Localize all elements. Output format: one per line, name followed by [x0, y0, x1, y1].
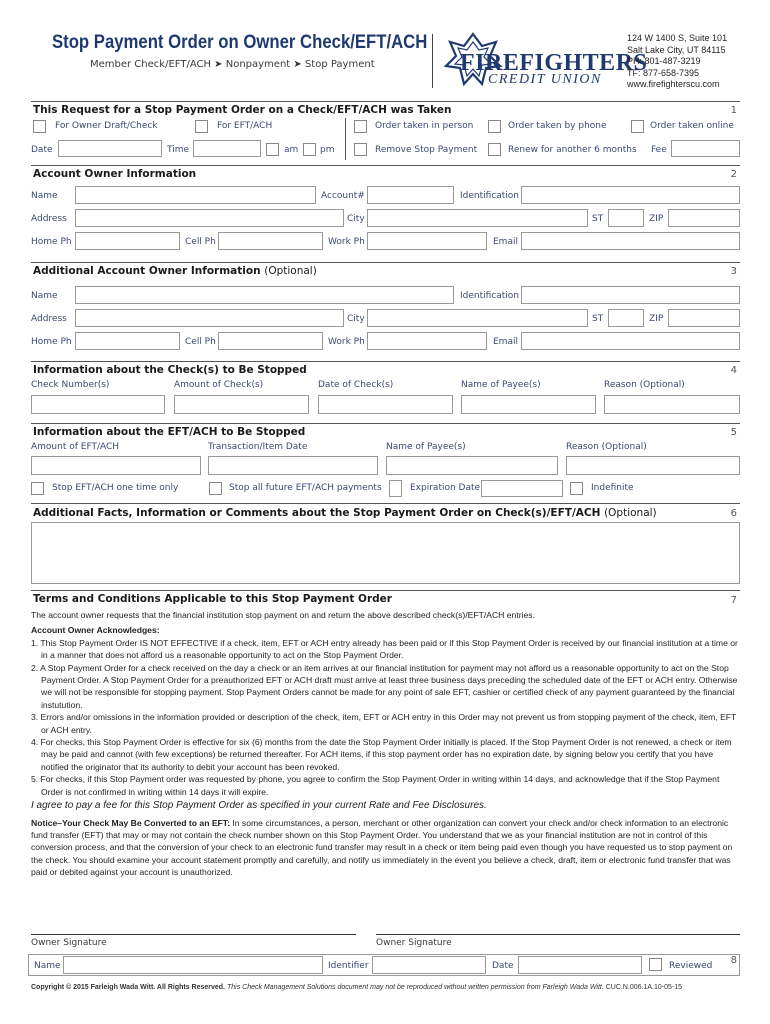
expiration-marker: [389, 480, 402, 497]
section-3-title: [33, 265, 317, 277]
owner-signature-label: Owner Signature: [31, 938, 107, 948]
time-label: Time: [167, 145, 190, 155]
state-input[interactable]: [608, 209, 644, 227]
additional-city-input[interactable]: [367, 309, 588, 327]
zip-label: ZIP: [649, 314, 664, 324]
remove-stop-label: Remove Stop Payment: [375, 145, 478, 155]
section-rule: [31, 590, 740, 591]
fee-input[interactable]: [671, 140, 740, 157]
pm-label: pm: [320, 145, 335, 155]
city-label: City: [347, 214, 365, 224]
by-phone-label: Order taken by phone: [508, 121, 607, 131]
comments-textarea[interactable]: [31, 522, 740, 584]
owner-draft-checkbox[interactable]: [33, 120, 46, 133]
date-label: Date: [31, 145, 53, 155]
check-amount-label: Amount of Check(s): [174, 380, 264, 390]
notice-label: Notice–Your Check May Be Converted to an EFT:: [31, 817, 230, 828]
term-item: 1. This Stop Payment Order IS NOT EFFECTIVE if a check, item, EFT or ACH entry already has been paid or if this Stop Payment Order is received by our financial institution at a time or in a manner that does not afford us a reasonable opportunity to act on the Stop Payment Order.: [31, 637, 738, 661]
check-number-input[interactable]: [31, 395, 165, 414]
signature-line[interactable]: [31, 934, 356, 935]
reviewed-checkbox[interactable]: [649, 958, 662, 971]
cell-phone-label: Cell Ph: [185, 237, 216, 247]
section-5-title: Information about the EFT/ACH to Be Stopped: [33, 426, 306, 438]
eft-payee-input[interactable]: [386, 456, 558, 475]
additional-address-input[interactable]: [75, 309, 344, 327]
term-item: 4. For checks, this Stop Payment Order is effective for six (6) months from the date the Stop Payment Order initially is placed. If the Stop Payment Order is not renewed, a check or item may be paid and cannot (with few exceptions) be returned thereafter. For ACH items, if this stop payment order has no expiration date, by signing below you certify that you have notified the originator that its authority to debit your account has been revoked.: [31, 737, 732, 772]
email-input[interactable]: [521, 232, 740, 250]
identification-label: Identification: [460, 191, 520, 201]
section-number: 3: [730, 266, 737, 277]
toll-free: TF: 877-658-7395: [627, 67, 700, 78]
indefinite-checkbox[interactable]: [570, 482, 583, 495]
form-code: CUC.N.006.1A.10-05-15: [605, 984, 683, 991]
zip-input[interactable]: [668, 209, 740, 227]
check-payee-input[interactable]: [461, 395, 596, 414]
home-phone-label: Home Ph: [31, 237, 72, 247]
section-7-title: Terms and Conditions Applicable to this Stop Payment Order: [33, 593, 392, 605]
terms-intro: The account owner requests that the financial institution stop payment on and return the above described check(s)/EFT/ACH entries.: [31, 610, 535, 620]
header-divider: [432, 34, 433, 88]
all-future-label: Stop all future EFT/ACH payments: [229, 483, 382, 493]
section-number: 4: [730, 365, 737, 376]
account-label: Account#: [321, 191, 365, 201]
check-number-label: Check Number(s): [31, 380, 110, 390]
email-label: Email: [493, 337, 518, 347]
signature-line[interactable]: [376, 934, 740, 935]
date-input[interactable]: [58, 140, 162, 157]
optional-note: (Optional): [604, 507, 657, 519]
staff-date-input[interactable]: [518, 956, 642, 974]
one-time-label: Stop EFT/ACH one time only: [52, 483, 179, 493]
website-link[interactable]: www.firefighterscu.com: [627, 79, 720, 89]
additional-email-input[interactable]: [521, 332, 740, 350]
identifier-input[interactable]: [372, 956, 486, 974]
work-phone-label: Work Ph: [328, 237, 365, 247]
acknowledges-heading: Account Owner Acknowledges:: [31, 625, 160, 636]
section-rule: [31, 165, 740, 166]
additional-state-input[interactable]: [608, 309, 644, 327]
section-rule: [31, 503, 740, 504]
check-reason-label: Reason (Optional): [604, 380, 685, 390]
section-rule: [31, 262, 740, 263]
page-title: Stop Payment Order on Owner Check/EFT/ACH: [52, 32, 428, 53]
eft-amount-input[interactable]: [31, 456, 201, 475]
fee-agreement: I agree to pay a fee for this Stop Payment Order as specified in your current Rate and Fee Disclosures.: [31, 800, 487, 812]
address-label: Address: [31, 314, 67, 324]
optional-note: (Optional): [264, 265, 317, 277]
identifier-label: Identifier: [328, 961, 369, 971]
section-2-title: Account Owner Information: [33, 168, 197, 180]
work-phone-input[interactable]: [367, 232, 487, 250]
by-phone-checkbox[interactable]: [488, 120, 501, 133]
address-label: Address: [31, 214, 67, 224]
section-6-title-text: Additional Facts, Information or Comments about the Stop Payment Order on Check(s)/EFT/ACH: [33, 507, 601, 519]
state-label: ST: [592, 314, 604, 324]
eft-amount-label: Amount of EFT/ACH: [31, 442, 120, 452]
pm-checkbox[interactable]: [303, 143, 316, 156]
name-label: Name: [34, 961, 61, 971]
section-1-title: This Request for a Stop Payment Order on a Check/EFT/ACH was Taken: [33, 104, 452, 116]
eft-payee-label: Name of Payee(s): [386, 442, 466, 452]
additional-work-phone-input[interactable]: [367, 332, 487, 350]
am-label: am: [284, 145, 299, 155]
home-phone-label: Home Ph: [31, 337, 72, 347]
section-rule: [31, 361, 740, 362]
additional-home-phone-input[interactable]: [75, 332, 180, 350]
additional-zip-input[interactable]: [668, 309, 740, 327]
conversion-notice: [31, 817, 741, 879]
check-amount-input[interactable]: [174, 395, 309, 414]
owner-name-input[interactable]: [75, 186, 316, 204]
owner-signature-label: Owner Signature: [376, 938, 452, 948]
city-input[interactable]: [367, 209, 588, 227]
logo-tagline: CREDIT UNION: [488, 72, 602, 87]
city-label: City: [347, 314, 365, 324]
renew-checkbox[interactable]: [488, 143, 501, 156]
work-phone-label: Work Ph: [328, 337, 365, 347]
online-label: Order taken online: [650, 121, 734, 131]
copyright: Copyright © 2015 Farleigh Wada Witt. All Rights Reserved.: [31, 984, 226, 991]
email-label: Email: [493, 237, 518, 247]
state-label: ST: [592, 214, 604, 224]
reviewed-label: Reviewed: [669, 961, 713, 971]
in-person-checkbox[interactable]: [354, 120, 367, 133]
date-label: Date: [492, 961, 514, 971]
check-date-input[interactable]: [318, 395, 453, 414]
eft-checkbox[interactable]: [195, 120, 208, 133]
section-number: 5: [730, 427, 737, 438]
one-time-checkbox[interactable]: [31, 482, 44, 495]
owner-draft-label: For Owner Draft/Check: [55, 121, 158, 131]
reproduction-notice: This Check Management Solutions document may not be reproduced without written permission from Farleigh Wada Witt.: [226, 984, 604, 991]
expiration-label: Expiration Date: [410, 483, 481, 493]
notice-text: In some circumstances, a person, merchant or other organization can convert your check and/or check information to an electronic fund transfer (EFT) that may or may not contain the check number shown on this Stop Payment Order. You understand that we as your financial institution are not in control of this conversion process, and that the conversion of your check to an electronic fund transfer may result in a check or item being paid even though you have requested us to stop payment on the check. You should examine your account statement promptly and carefully, and notify us immediately in the event you believe a check, draft, item or electronic fund transfer that was paid or debited against your account is unauthorized.: [31, 817, 733, 878]
renew-label: Renew for another 6 months: [508, 145, 637, 155]
section-number: 7: [730, 595, 737, 606]
additional-name-input[interactable]: [75, 286, 454, 304]
identification-label: Identification: [460, 291, 520, 301]
eft-date-label: Transaction/Item Date: [208, 442, 308, 452]
check-date-label: Date of Check(s): [318, 380, 394, 390]
address-input[interactable]: [75, 209, 344, 227]
in-person-label: Order taken in person: [375, 121, 474, 131]
address-line: 124 W 1400 S, Suite 101: [627, 33, 728, 43]
term-item: 5. For checks, if this Stop Payment order was requested by phone, you agree to confirm the Stop Payment Order in writing within 14 days, and acknowledge that if the Stop Payment Order is not confirmed in writing within 14 days it will expire.: [31, 774, 720, 797]
logo-wordmark: FIREFIGHTERS: [460, 50, 648, 76]
time-input[interactable]: [193, 140, 261, 157]
section-rule: [31, 101, 740, 102]
eft-reason-label: Reason (Optional): [566, 442, 647, 452]
section-6-title: [33, 507, 657, 519]
section-number: 8: [730, 955, 737, 966]
terms-body: [31, 609, 741, 879]
all-future-checkbox[interactable]: [209, 482, 222, 495]
name-label: Name: [31, 291, 58, 301]
section-number: 1: [730, 105, 737, 116]
section-rule: [31, 423, 740, 424]
home-phone-input[interactable]: [75, 232, 180, 250]
cell-phone-input[interactable]: [218, 232, 323, 250]
footer: [31, 984, 682, 991]
phone: PH: 801-487-3219: [627, 56, 701, 66]
section-number: 6: [730, 508, 737, 519]
address-line: Salt Lake City, UT 84115: [627, 44, 726, 55]
section-4-title: Information about the Check(s) to Be Stopped: [33, 364, 307, 376]
expiration-date-input[interactable]: [481, 480, 563, 497]
vertical-divider: [345, 118, 346, 160]
breadcrumb: Member Check/EFT/ACH ➤ Nonpayment ➤ Stop Payment: [90, 59, 375, 70]
term-item: 2. A Stop Payment Order for a check received on the day a check or an item arrives at our financial institution for payment may not afford us a reasonable opportunity to act on the Stop Payment Order. A Stop Payment Order for a preauthorized EFT or ACH draft must arrive at least three business days preceding the scheduled date of the EFT or ACH entry. Otherwise we will not be responsible for stopping payment. Stop Payment Orders cannot be made for any point of sale EFT, cashier or certified check of any payment guaranteed by the financial instutution.: [31, 662, 738, 710]
online-checkbox[interactable]: [631, 120, 644, 133]
name-label: Name: [31, 191, 58, 201]
section-3-title-text: Additional Account Owner Information: [33, 265, 261, 277]
indefinite-label: Indefinite: [591, 483, 634, 493]
remove-stop-checkbox[interactable]: [354, 143, 367, 156]
term-item: 3. Errors and/or omissions in the information provided or description of the check, item, EFT or ACH entry in this Order may not prevent us from stopping payment of the check, item, EFT or ACH entry.: [31, 712, 737, 735]
eft-date-input[interactable]: [208, 456, 378, 475]
additional-identification-input[interactable]: [521, 286, 740, 304]
account-input[interactable]: [367, 186, 454, 204]
additional-cell-phone-input[interactable]: [218, 332, 323, 350]
cell-phone-label: Cell Ph: [185, 337, 216, 347]
identification-input[interactable]: [521, 186, 740, 204]
check-payee-label: Name of Payee(s): [461, 380, 541, 390]
staff-name-input[interactable]: [63, 956, 323, 974]
contact-address: [627, 33, 727, 91]
section-number: 2: [730, 169, 737, 180]
am-checkbox[interactable]: [266, 143, 279, 156]
check-reason-input[interactable]: [604, 395, 740, 414]
eft-reason-input[interactable]: [566, 456, 740, 475]
zip-label: ZIP: [649, 214, 664, 224]
fee-label: Fee: [651, 145, 667, 155]
eft-label: For EFT/ACH: [217, 121, 273, 131]
